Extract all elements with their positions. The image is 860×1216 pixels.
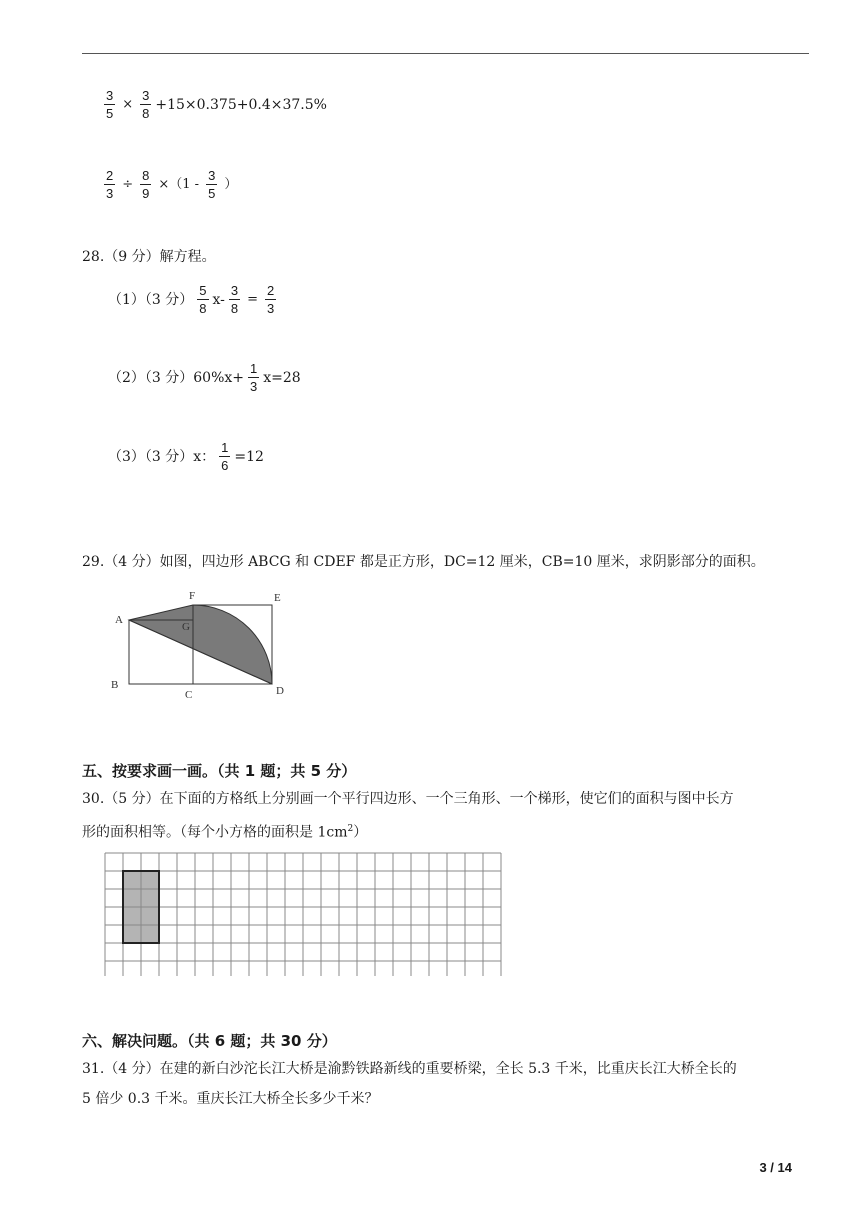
- q30-line-2-text: 形的面积相等。（每个小方格的面积是 1cm: [82, 824, 348, 841]
- part-label: （2）（3 分）60%x+: [108, 369, 245, 386]
- q29-text: 29.（4 分）如图，四边形 ABCG 和 CDEF 都是正方形，DC=12 厘米，CB=10 厘米，求阴影部分的面积。: [82, 554, 765, 570]
- superscript: 2: [347, 824, 354, 834]
- page-number: 3 / 14: [759, 1160, 792, 1175]
- equation-text: x-: [212, 291, 225, 308]
- expression-2: [100, 168, 240, 201]
- fraction: $\frac{3}{5}$: [106, 88, 114, 121]
- point-label-b: B: [111, 679, 119, 691]
- point-label-d: D: [276, 685, 284, 697]
- fraction: $\frac{8}{9}$: [142, 168, 150, 201]
- operator: ×（1 -: [158, 177, 200, 192]
- section-6-heading: 六、解决问题。（共 6 题；共 30 分）: [82, 1032, 337, 1050]
- operator: =: [247, 292, 259, 307]
- part-label: （1）（3 分）: [108, 291, 194, 308]
- q30-line-2: [82, 814, 822, 848]
- fraction: $\frac{2}{3}$: [267, 283, 275, 316]
- point-label-g: G: [182, 621, 190, 633]
- header-rule: [82, 53, 809, 54]
- fraction: $\frac{1}{6}$: [221, 440, 229, 473]
- fraction: $\frac{3}{8}$: [142, 88, 150, 121]
- point-label-f: F: [189, 590, 196, 602]
- q31-line-2: 5 倍少 0.3 千米。重庆长江大桥全长多少千米？: [82, 1091, 379, 1107]
- q30-line-2-close: ）: [353, 824, 368, 841]
- q28-part1: [108, 283, 280, 316]
- part-label: （3）（3 分）x：: [108, 448, 216, 465]
- equation-text: =12: [234, 448, 264, 465]
- expression-tail: +15×0.375+0.4×37.5%: [155, 96, 327, 113]
- operator: ×: [122, 97, 134, 112]
- expression-1: [100, 88, 327, 121]
- point-label-c: C: [185, 689, 193, 701]
- fraction: $\frac{2}{3}$: [106, 168, 114, 201]
- point-label-e: E: [274, 592, 281, 604]
- q31-line-1: 31.（4 分）在建的新白沙沱长江大桥是渝黔铁路新线的重要桥梁，全长 5.3 千米，比重庆长江大桥全长的: [82, 1061, 737, 1077]
- operator: ）: [224, 177, 238, 192]
- q28-part3: [108, 440, 264, 473]
- fraction: $\frac{3}{5}$: [208, 168, 216, 201]
- q28-title: 28.（9 分）解方程。: [82, 249, 216, 265]
- equation-text: x=28: [263, 369, 301, 386]
- fraction: $\frac{5}{8}$: [199, 283, 207, 316]
- q31-text: [82, 1054, 822, 1114]
- q28-part2: [108, 361, 301, 394]
- geometry-figure: [105, 586, 305, 701]
- operator: ÷: [122, 177, 134, 192]
- q30-text: [82, 784, 822, 848]
- fraction: $\frac{1}{3}$: [250, 361, 258, 394]
- fraction: $\frac{3}{8}$: [230, 283, 239, 316]
- q30-line-1: 30.（5 分）在下面的方格纸上分别画一个平行四边形、一个三角形、一个梯形，使它们的面积与图中长方: [82, 791, 734, 807]
- section-5-heading: 五、按要求画一画。（共 1 题；共 5 分）: [82, 762, 357, 780]
- shaded-region: [129, 605, 272, 684]
- grid-paper: [104, 852, 502, 976]
- point-label-a: A: [115, 614, 123, 626]
